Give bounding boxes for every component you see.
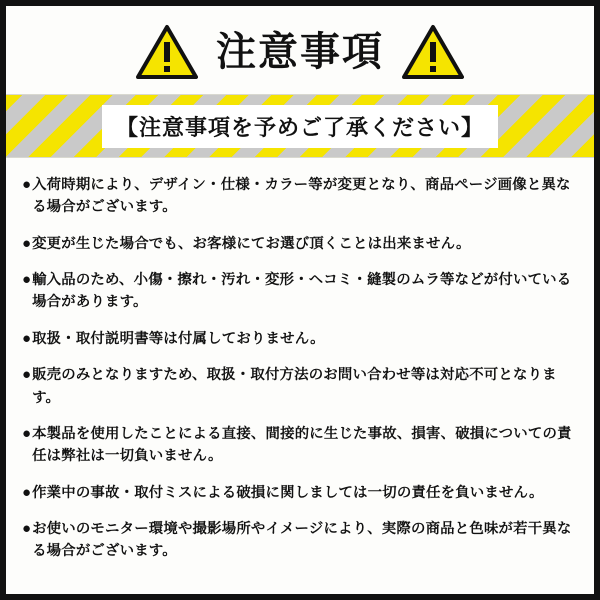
bullet-icon: ● xyxy=(22,329,32,347)
banner-text: 【注意事項を予めご了承ください】 xyxy=(115,114,484,140)
note-text: 販売のみとなりますため、取扱・取付方法のお問い合わせ等は対応不可となります。 xyxy=(32,367,557,406)
list-item xyxy=(22,328,578,351)
warning-triangle-icon xyxy=(136,24,198,80)
list-item xyxy=(22,364,578,409)
list-item xyxy=(22,518,578,563)
banner-plate xyxy=(102,105,498,148)
note-text: お使いのモニター環境や撮影場所やイメージにより、実際の商品と色味が若干異なる場合がございます。 xyxy=(32,521,572,560)
document-inner xyxy=(6,6,594,594)
note-text: 取扱・取付説明書等は付属しておりません。 xyxy=(32,330,325,347)
hazard-banner xyxy=(6,94,594,158)
list-item xyxy=(22,269,578,314)
note-text: 作業中の事故・取付ミスによる破損に関しましては一切の責任を負いません。 xyxy=(32,484,544,501)
list-item xyxy=(22,423,578,468)
list-item xyxy=(22,482,578,505)
note-text: 変更が生じた場合でも、お客様にてお選び頂くことは出来ません。 xyxy=(32,235,471,252)
warning-triangle-icon xyxy=(402,24,464,80)
bullet-icon: ● xyxy=(22,424,32,442)
bullet-icon: ● xyxy=(22,234,32,252)
list-item xyxy=(22,174,578,219)
bullet-icon: ● xyxy=(22,366,32,384)
page-title: 注意事項 xyxy=(216,30,384,74)
bullet-icon: ● xyxy=(22,176,32,193)
title-row xyxy=(6,6,594,94)
bullet-icon: ● xyxy=(22,271,32,289)
bullet-icon: ● xyxy=(22,520,32,538)
bullet-icon: ● xyxy=(22,483,32,501)
list-item xyxy=(22,233,578,256)
note-text: 輸入品のため、小傷・擦れ・汚れ・変形・ヘコミ・縫製のムラ等などが付いている場合があります。 xyxy=(32,272,572,311)
note-text: 入荷時期により、デザイン・仕様・カラー等が変更となり、商品ページ画像と異なる場合がございます。 xyxy=(32,177,571,216)
notes-list xyxy=(6,158,594,587)
note-text: 本製品を使用したことによる直接、間接的に生じた事故、損害、破損についての責任は弊社は一切負いません。 xyxy=(32,425,572,465)
